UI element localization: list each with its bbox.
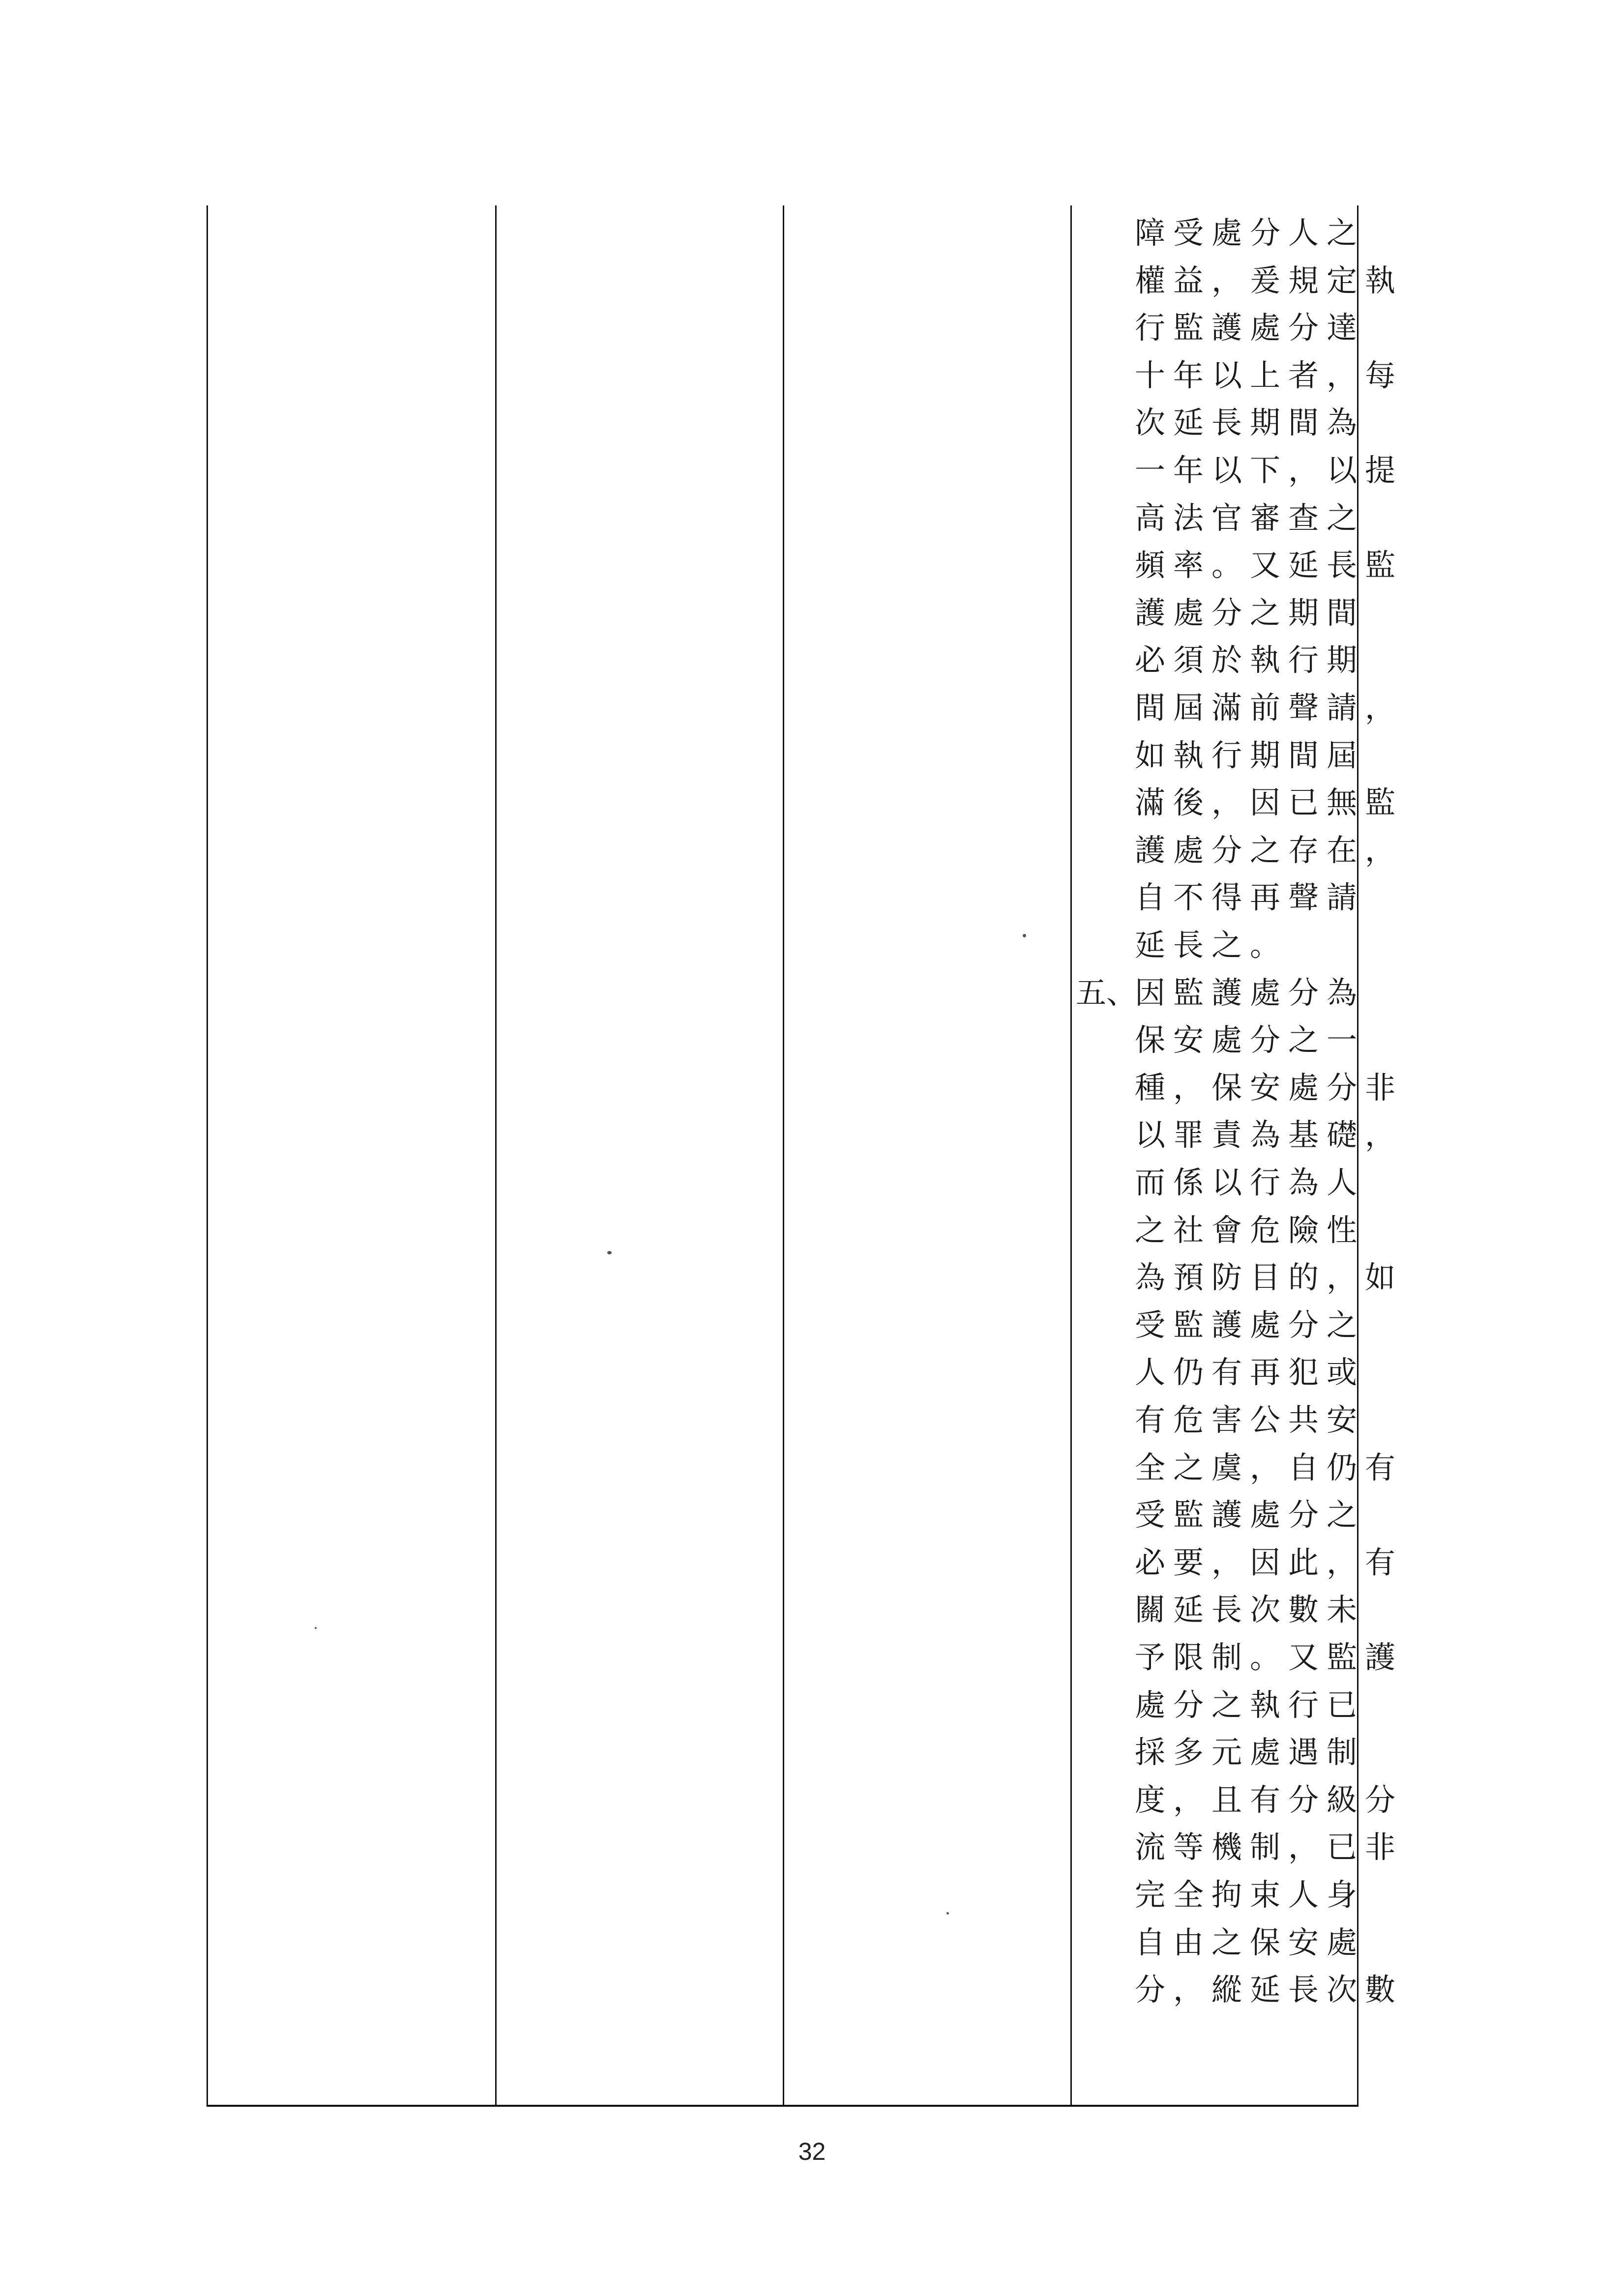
text-line: 以罪責為基礎， [1135, 1117, 1404, 1153]
text-line: 而係以行為人 [1135, 1164, 1365, 1200]
text-line: 保安處分之一 [1135, 1022, 1365, 1058]
list-marker: 五、 [1076, 975, 1137, 1011]
text-line: 分，縱延長次數 [1135, 1972, 1404, 2007]
text-line: 予限制。又監護 [1135, 1639, 1404, 1675]
text-line: 採多元處遇制 [1135, 1734, 1365, 1770]
text-line: 為預防目的，如 [1135, 1259, 1404, 1295]
text-line: 受監護處分之 [1135, 1497, 1365, 1533]
table-cell-column-3 [784, 205, 1070, 2107]
text-line: 度，且有分級分 [1135, 1782, 1404, 1818]
text-line: 種，保安處分非 [1135, 1070, 1404, 1105]
table-cell-column-4 [1072, 205, 1404, 2107]
table-border-right [1357, 205, 1358, 2107]
table-cell-column-1 [208, 205, 495, 2107]
text-line: 十年以上者，每 [1135, 357, 1404, 393]
text-line: 流等機制，已非 [1135, 1829, 1404, 1865]
text-line: 次延長期間為 [1135, 405, 1365, 440]
text-line: 高法官審查之 [1135, 500, 1365, 536]
scan-speck [607, 1251, 612, 1254]
text-line: 之社會危險性 [1135, 1212, 1365, 1248]
page-number: 32 [798, 2138, 826, 2165]
text-line: 如執行期間屆 [1135, 737, 1365, 773]
text-line: 權益，爰規定執 [1135, 262, 1404, 298]
text-line: 人仍有再犯或 [1135, 1354, 1365, 1390]
text-line: 行監護處分達 [1135, 310, 1365, 346]
scan-speck [315, 1627, 317, 1629]
scan-speck [1023, 934, 1026, 937]
text-line: 全之虞，自仍有 [1135, 1450, 1404, 1485]
scan-speck [946, 1912, 949, 1915]
text-line: 延長之。 [1135, 927, 1289, 963]
text-line: 障受處分人之 [1135, 215, 1365, 251]
text-line: 自由之保安處 [1135, 1924, 1365, 1960]
text-line: 自不得再聲請 [1135, 879, 1365, 915]
comparison-table [207, 205, 1404, 2107]
text-line: 護處分之存在， [1135, 832, 1404, 868]
text-line: 必須於執行期 [1135, 642, 1365, 678]
text-line: 一年以下，以提 [1135, 452, 1404, 488]
text-line: 關延長次數未 [1135, 1592, 1365, 1628]
text-line: 頻率。又延長監 [1135, 547, 1404, 583]
text-line: 間屆滿前聲請， [1135, 690, 1404, 726]
text-line: 護處分之期間 [1135, 595, 1365, 631]
table-cell-column-2 [497, 205, 783, 2107]
text-line: 滿後，因已無監 [1135, 785, 1404, 820]
text-line: 處分之執行已 [1135, 1687, 1365, 1723]
text-line: 有危害公共安 [1135, 1402, 1365, 1438]
text-line: 因監護處分為 [1135, 975, 1365, 1011]
text-line: 受監護處分之 [1135, 1307, 1365, 1343]
text-line: 必要，因此，有 [1135, 1544, 1404, 1580]
text-line: 完全拘束人身 [1135, 1877, 1365, 1913]
